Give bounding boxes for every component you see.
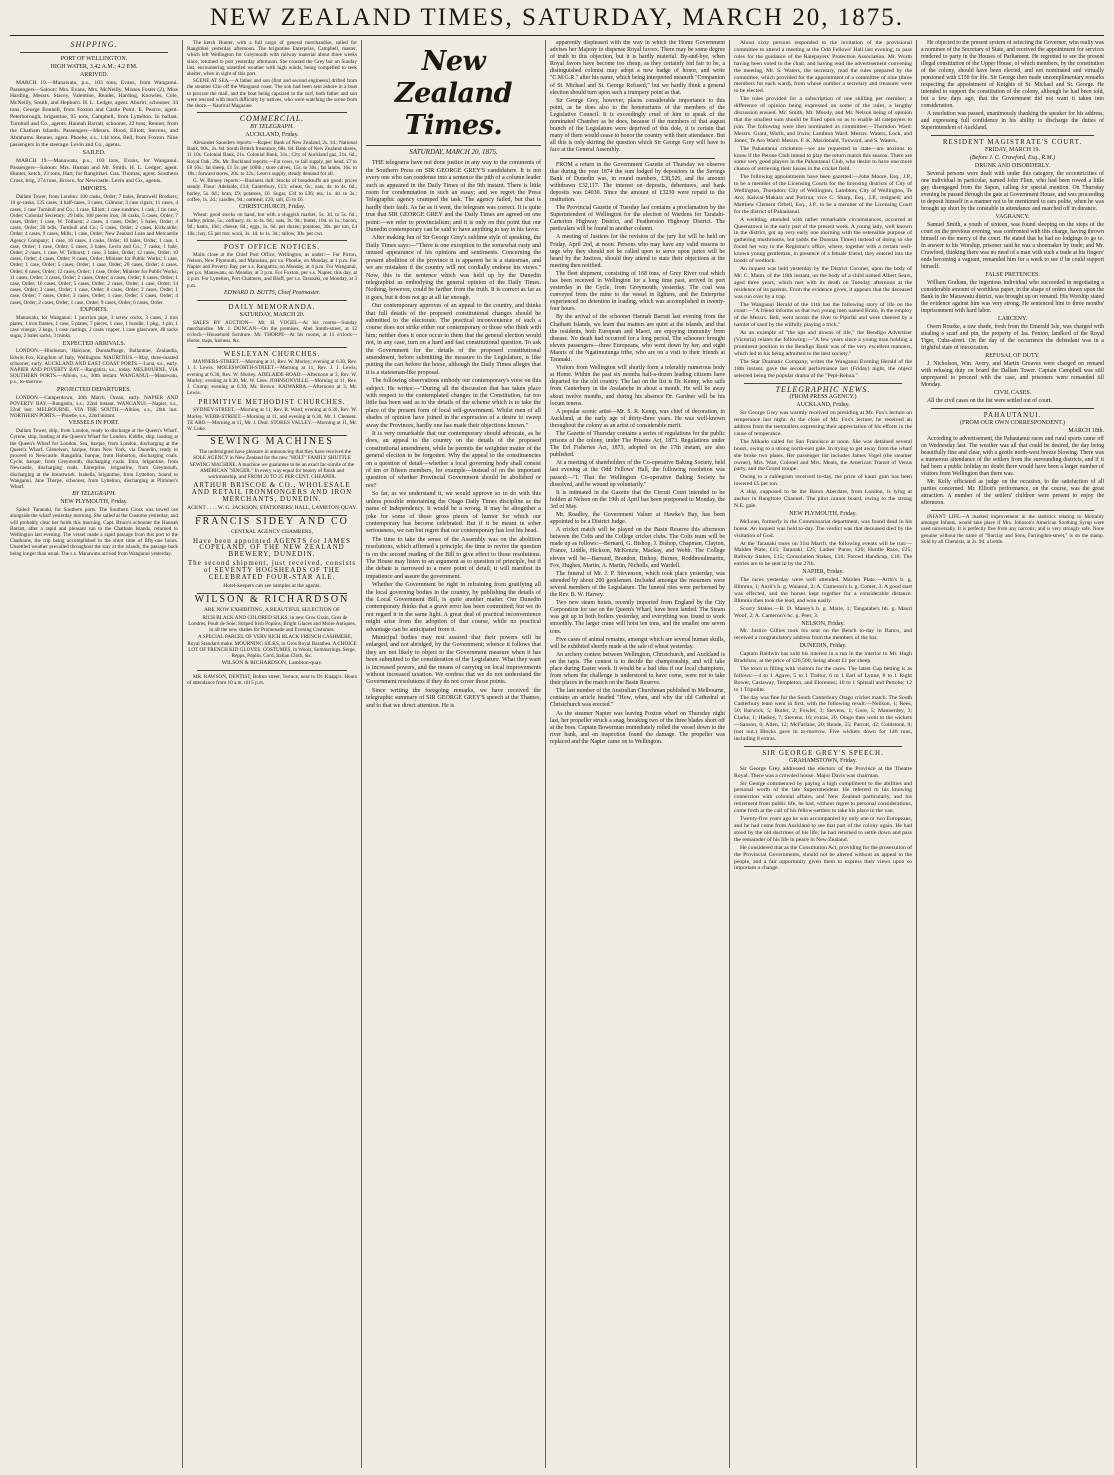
pahautanui-heading: PAHAUTANUI. — [983, 411, 1042, 419]
speech-paragraph: Sir George Grey addressed the electors of the Province at the Theatre Royal. There was a crowded house. Major Davis was chairman. — [734, 765, 912, 779]
telegram-paragraph: Owing to a cablegram received to-day, the price of kauri gum has been lowered £5 per ton. — [734, 474, 912, 488]
imports-heading: IMPORTS. — [80, 186, 108, 193]
court-paragraph: All the civil cases on the list were settled out of court. — [927, 398, 1052, 404]
telegram-paragraph: A ship, supposed to be the Baron Aberdare, from London, is lying at anchor in Rangitoto Channel. The pilot cannot board, owing to the strong N.E. gale. — [734, 489, 912, 509]
column-telegraphic — [734, 40, 912, 1468]
nelson-dateline: NELSON, Friday. — [801, 620, 845, 627]
court-paragraph: Samuel Smith, a youth of sixteen, was found sleeping on the steps of the court on the previous evening, was confronted with this charge, having thrown himself on the mercy of the court. He stated that he had no lodgings to go to. In answer to his Worship, prisoner said he was a shoemaker by trade; and Mr. Crawford, thinking there was no need of a man with such a trade at his fingers' ends becoming a vagrant, remanded him for a week to see if he could support himself. — [921, 222, 1104, 270]
shipping-heading: SHIPPING. — [70, 40, 118, 49]
news-paragraph: As an example of "the ups and downs of life," the Bendigo Advertiser (Victoria) relates the following:—"A few years since a young man holding a prominent position in the Bendigo Bank was of the very excellent manners, which led to his being admitted to the best society." — [734, 330, 912, 357]
ketch-paragraph: The ketch Hunter, with a full cargo of general merchandise, sailed for Rangitikei yesterday afternoon. The brigantine Enterprise, Campbell, master, which left Wellington for Greymouth with railway material about three weeks since, returned to port yesterday afternoon. She crossed the Grey bar on Sunday last, encountering unsettled weather with high winds, being compelled to seek shelter, when in sight of this port. — [187, 40, 357, 78]
court-subheading: CIVIL CASES. — [993, 390, 1032, 396]
divider — [20, 52, 168, 53]
speech-paragraph: Sir George commenced by paying a high compliment to the abilities and personal worth of the late Superintendent. He referred to his knowing connection with colonial affairs, and New Zealand particularly, and his retirement from public life, he had, without regret to personal considerations, come forth at the call of his fellow-settlers to take his place in the van. — [734, 780, 912, 815]
court-subheading: FALSE PRETENCES. — [985, 272, 1040, 278]
speech-paragraph: Twenty-five years ago he was accompanied by only one or two Europeans, and he had come from Auckland to see that part of the colony again. He had stood by the old doctrines of his life; he had returned to settle down and pass the remainder of his life in peace in New Zealand. — [734, 816, 912, 843]
sailed-text: MARCH 19.—Manawatu, p.s., 103 tons, Evans, for Wanganui. Passengers—Saloon: Mrs. Human and Mr. Smith. H. L. Ledger, agent. Hunter, ketch, 23 tons, Hart, for Rangitikei. Gas. Thomas, agent. Southern Cross, brig, 274 tons, Brown, for Newcastle. Levin and Co., agents. — [10, 157, 178, 185]
news-paragraph: The Wanganui Herald of the 11th has the following story of life on the coast:—"A friend informs us that two young men named Brain, in the employ of the Messrs. Bell, went across the river to Pipiriki and were cheered by a hamlet of sand by the wilfully playing a trick." — [734, 301, 912, 329]
news-paragraph: The Gazette of Thursday contains a series of regulations for the public prisons of the colony, under The Prisons Act, 1873. Regulations under The Eel Fisheries Act, 1873, adopted on the 17th instant, are also published. — [550, 430, 725, 459]
rawson-ad: MR. RAWSON, DENTIST, Bolton street, Terrace, next to Dr. Knapp's. Hours of attendance from 10 a.m. till 5 p.m. — [187, 674, 357, 687]
francis-text: Have been appointed AGENTS for JAMES COPELAND, OF THE NEW ZEALAND BREWERY, DUNEDIN. — [193, 536, 351, 559]
leader-paragraph: THE telegrams have not done justice in any way to the comments of the Southern Press on SIR GEORGE GREY'S candidature. It is not every one who can condense into a sentence the pith of a column leader such as appeared in the Daily Times of the 9th instant. There is little room for condemnation in such an essay; and we regret the Press Telegraphic agency cramped the task. The agency failed, but that is hardly their fault. As far as it went, the telegram was correct. It is quite true that SIR GEORGE GREY and the Daily Times are agreed on one point:—we refer to provincialism; and it is only on this point that our Dunedin contemporary can be said to have anything to say in his favor. — [366, 160, 541, 234]
news-paragraph: The Star Dramatic Company, writes the Wanganui Evening Herald of the 18th instant, gave the second performance last (Friday) night, the object selected being the popular drama of the "Pepi-Rehua." — [734, 358, 912, 379]
primitive-text: SYDNEY-STREET.—Morning at 11, Rev. R. Ward; evening at 6.30, Rev. W. Morley. WEBB-STREET.—Morning at 11, and evening at 6.30, Mr. J. Clement. TE ARO.—Morning at 11, Mr. J. Deal. STOKES VALLEY.—Morning at 11, Mr. W. Luke. — [187, 407, 357, 432]
column-court — [921, 40, 1104, 1468]
divider — [197, 240, 347, 241]
leader-paragraph: It is very remarkable that our contemporary should advocate, as he does, an appeal to the country on the details of the proposed constitutional amendment, while he permits the weightier matter of the general election to be forgotten. Why the appeal to the constituencies on a question of detail—whether a local governing body shall consist of ten or fifteen members, for example—instead of on the important question of whether Provincial Government should be abolished or not? — [366, 431, 541, 489]
news-paragraph: The following appointments have been gazetted:—John Moore, Esq., J.P., to be a member of the Licensing Courts for the licensing districts of City of Wellington, Thorndon; City of Wellington, Lambton; City of Wellington, Te Aro; Kaiwai-Makara and Porirua; vice C. Sharp, Esq., J.P., resigned; and Matthew Clement Orbell, Esq., J.P., to be a member of the Licensing Court for the district of Pahautanui. — [734, 174, 912, 215]
news-paragraph: A meeting of Justices for the revision of the jury list will be held on Friday, April 2nd, at noon. Persons who may have any valid reasons to urge why they should not be called upon to serve upon juries will be heard by the Justices, should they attend to state their objections at the meeting then notified. — [550, 234, 725, 269]
speech-paragraph: He objected to the present system of selecting the Governor, who really was a nominee of the Secretary of State, and received the appointment for services rendered to party in the Houses of Parliament. He regretted to see the present illegal constitution of the Upper House, of which members, by the constitution of the colony, should have been elected, and not nominated and virtually pensioned with £150 for life. Sir George then made uncomplimentary remarks respecting the appointment of Knights of St. Michael and St. George. He intended to support the constitution of the colony, although he had been told, but a few days ago, that the Government did not want it taken into consideration. — [921, 40, 1104, 109]
leader-paragraph: The time to take the sense of the Assembly was on the abolition resolutions, which affirmed a principle; the time to revive the question is on the second reading of the Bill to give effect to those resolutions. The House may listen to an argument as to question of principle, but if the debate is narrowed to a mere point of detail, it will manifest its impatience and assure the government. — [366, 536, 541, 580]
scene-at-sea-paragraph: SCENE AT SEA.—A father and son (first and second engineers) drifted from the steamer Clio off the Wanganui coast. The son had been sent ashore in a boat to procure the mail, and the boat being capsized in the surf, both father and son were rescued with much difficulty by natives, who were watching the scene from the shore.—Nautical Magazine. — [187, 78, 357, 110]
high-water: HIGH WATER, 3.42 A.M.; 4.2 P.M. — [50, 63, 138, 70]
leader-paragraph: Since writing the foregoing remarks, we have received the telegraphic summary of SIR GEORGE GREY'S speech at the Thames, and to that we direct attention. He is — [366, 687, 541, 709]
projected-text: LONDON.—Camperdown, 30th March. Ocean, early. NAPIER AND POVERTY BAY.—Rangatira, s.s., 22nd instant. WANGANUI.—Napier, s.s., 22nd inst. MELBOURNE, VIA THE SOUTH.—Albion, s.s., 26th inst. NORTHERN PORTS.—Phoebe, s.s., 22nd instant. — [10, 394, 178, 420]
divider — [931, 510, 1094, 511]
column-leader — [366, 40, 541, 1468]
speech-paragraph: He considered that as the Constitution Act, providing for the prosecution of the Provincial Governments, should not be altered without an appeal to the people, and a fair opportunity given them to express their views upon so important a change. — [734, 844, 912, 872]
court-paragraph: J. Nicholson, Wm. Avery, and Martin Greaves were charged on remand with refusing duty on board the Dallam Tower. Captain Campbell was still unprepared to proceed with the case, and prisoners were remanded till Monday. — [921, 361, 1104, 388]
telegraph-heading: BY TELEGRAPH. — [72, 491, 116, 498]
column-rule — [361, 40, 362, 1468]
arrived-text: MARCH 19.—Manawatu, p.s., 103 tons, Evans, from Wanganui. Passengers—Saloon: Mrs. Evans, Mrs. McNeilly, Misses Foster (2), Miss Harding, Messrs. Stacey, Valentine, Reader, Harding, Knowles, Cole, McNeilly, Smith, and Hepburn. H. L. Ledger, agent. Ahuriri, schooner, 34 tons, George Bonnell, from Foxton and Castle Point. E. Pearce, agent. Peterborough, brigantine, 95 tons, Campbell, from Lyttelton. In ballast. Turnbull and Co., agents. Hannah Barratt, schooner, 22 tons, Renner, from the Chatham Islands. Passengers—Messrs. Hood, Elliott, Stevens, and Abrahams. Renner, agent. Phoebe, s.s., 144 tons, Bell, from Foxton. Nine passengers in the steerage. Levin and Co., agents. — [10, 79, 178, 148]
telegram-paragraph: The day was fine for the South Canterbury Otago cricket match. The South Canterbury team went in first, with the following result:—Neilson, 1; Rees, 50; Barwick, 5; Butler, 2; Fowler, 3; Stevens, 1; Gore, 5; Mannerdey, 3; Clarke, 1; Haskey, 7; Stevens, 16; extras, 20. Otago then went to the wickets—Sanson, 6; Allen, 12; McFarlane, 20; Reade, 55; Parrott, 42; Coldstone, 0; (not out.) Blocks gave in to-morrow. Five wickets down for 146 runs, including 8 extras. — [734, 694, 912, 742]
divider — [744, 383, 902, 384]
telegram-paragraph: The races yesterday were well attended. Maiden Plate.—Arthi's b. g. Illimma, 1; Aurii's b. g. Waianui, 2; A. Cameron's b. g. Comet, 3. A good start was effected, and the horses kept together for a considerable distance. Illimma then took the lead, and won easily. — [734, 577, 912, 604]
columns — [10, 40, 1104, 1468]
pahautanui-sub: (FROM OUR OWN CORRESPONDENT.) — [960, 420, 1065, 426]
francis-text-3: Hotel-keepers can see samples at the agents. — [223, 583, 321, 589]
news-paragraph: Sir George Grey, however, places considerable importance to this point, as he does also to the honorariums of the members of the Legislative Council. It is exceedingly cruel of him to speak of the nominated Chamber as he does, because if the members of that august branch of the Legislature were deprived of this dole, it is certain that many of them would cease to honor the country with their attendance. But all this is only skirting the question which Sir George Grey will have to face at the General Assembly. — [550, 97, 725, 154]
leader-paragraph: The following observations embody our contemporary's view on this subject. He writes:—"During all the discussion that has taken place with respect to the contemplated changes in the Constitution, far too little has been said as to the details of the scheme which is to take the place of the present form of local self-government. Whilst men of all shades of opinion have joined in the expression of a desire to sweep away the Provinces, hardly one has made their objections known." — [366, 378, 541, 429]
wesleyan-heading: WESLEYAN CHURCHES. — [223, 350, 321, 359]
wesleyan-text: MANNERS-STREET.—Morning at 11, Rev. W. Morley; evening at 6.30, Rev. J. J. Lewis. MOLESWORTH-STREET.—Morning at 11, Rev. J. J. Lewis; evening at 6.30, Rev. W. Morley. ADELAIDE-ROAD.—Afternoon at 3, Rev. W. Morley; evening at 6.30, Mr. W. Lees. JOHNSONVILLE.—Morning at 11, Rev. J. Crump; evening at 6.30, Mr. Brown. KAIWARRA.—Afternoon at 3, Mr. Lewis. — [187, 359, 357, 397]
leader-paragraph: So far, as we understand it, we would approve so to do with this unless possible entertaining the Otago Daily Times discipline as the name of Independency. It would be a wrong. It may be altogether a joke for some of those gross pieces of humor for which our contemporary has become celebrated. But if it be meant in sober seriousness, we can but regret that our contemporary has lost his head. — [366, 491, 541, 535]
imports-text: Dallam Tower, from London: 100 casks, Order; 7 bales, Bramwell Brothers; 10 qr-casks, 125 cases, 4 half-cases, 3 cases, Gilmour, 3 case cigars; 11 cases, 4 cases, 1 case Turnbull and Co.; 1 case, Elliott; 1 case sundries, 1 cask, 1 tin case, Order; Colonial Secretary; 29 bdls, 100 pieces iron, 30 casks, 5 cases, Order; 7 cases, Order; 1 case, W. Tolhurst; 2 cases, 4 cases, Order; 5 bales, Order; 4 cases, Order; 20 bdls, Turnbull and Co.; 5 cases, Order; 2 cases, Kirkcaldie; Order; 4 cases, 9 cases, Mills; 1 case, Order; New Zealand Loan and Mercantile Agency Company; 1 case, 16 cases, 4 casks, Order; 10 bales, Order; 1 case, 1 case, Order; 1 case, Order; 5 cases, 3 bales, Levin and Co.; 7 casks, 1 bale, Order; 2 cases, 1 case, W. Tolhurst; 1 case, 3 bales, Order; 12 cases, Order; 10 cases, Order; 4 cases, Order; 8 cases, Order; Minister for Public Works; 1 case, Order; 1 case, Order; 5 cases, Order; 1 case, Order; 20 cases, Order; 4 cases, Order; 8 cases, Order; 12 cases, Order; 1 case, Order; Minister for Public Works; 11 cases, Order; 3 cases, Order; 2 cases, Order; 4 cases, Order; 6 cases, Order; 1 case, Order; 10 cases, Order; 5 cases, Order; 2 cases, Order; 1 case, Order; 14 cases, Order; 3 cases, Order; 1 case, Order; 8 cases, Order; 2 cases, Order; 1 case, Order; 7 cases, Order; 3 cases, Order; 1 case, Order; 5 cases, Order; 4 cases, Order; 2 cases, Order; 1 case, Order; 9 cases, Order; 6 cases, Order. — [10, 194, 178, 306]
telegraph-place: NEW PLYMOUTH, Friday. — [60, 499, 128, 506]
telegram-paragraph: The town is filling with visitors for the races. The latest Cup betting is as follows:—4 to 1 Agave, 5 to 1 Traitor, 6 to 1 Earl of Lynne, 8 to 1 Right Bower, Castaway, Templeton, and Elorentes; 10 to 1 Spitsall and Pertobe; 12 to 1 Tripolite. — [734, 665, 912, 693]
court-subheading: LARCENY. — [997, 316, 1028, 322]
post-office-signature: EDWARD D. BUTTS, Chief Postmaster. — [223, 289, 321, 296]
leader-paragraph: Our contemporary approves of an appeal to the country, and thinks that full details of the proposed constitutional changes should be submitted to the electorate. The practical inconvenience of such a course does not strike either our contemporary or those who think with him; neither does it once occur to them that the general election would not, in any case, turn on a hard and fast constitutional question. To ask the Government for the details of the proposed constitutional amendment, before submitting the measure to the Legislature, is like putting the cart before the horse, although the Daily Times alleges that it is a statesman-like proposal. — [366, 303, 541, 376]
column-local-news — [550, 40, 725, 1468]
arrived-heading: ARRIVED. — [79, 71, 109, 78]
exports-heading: EXPORTS. — [80, 306, 108, 313]
column-rule — [182, 40, 183, 1468]
court-subheading: REFUSAL OF DUTY. — [985, 353, 1040, 359]
court-date: FRIDAY, MARCH 19. — [984, 147, 1041, 153]
court-subheading: VAGRANCY. — [995, 214, 1030, 220]
court-paragraph: Owen Rourke, a raw shade, fresh from the Emerald Isle, was charged with stealing a scarf and pin, the property of Jas. Fenton, landlord of the Royal Tiger, Cuba-street. On the day of the occurrence the defendant was in a frightful state of intoxication. — [921, 324, 1104, 351]
auckland-report: Alexander Saunders reports:—Rupee: Bank of New Zealand, 2s. 1d.; National Bank, 60s., 2s. 6d. South British Insurance, 68s. 6d. Bank of New Zealand shares, 11 10s. Colonial Bank, 21s. Colonial Bank, 31s.; City of Auckland gas, 21s. 6d.; Royal Oak, 29s. Mr. Buckland reports:—Fat cows, to fall supply, per head, £7 to £8 10s.; fat sheep, £1 5s. per 100lb.; store calves, 15s. to 30s.; fat lambs, 16s. to 18s.; forward stores, 20s. to 32s.; Leon's supply, steady demand for all. — [187, 139, 357, 177]
commercial-heading: COMMERCIAL. — [239, 114, 305, 124]
news-paragraph: A wedding, attended with rather remarkable circumstances, occurred at Queenstown in the early part of the present week. A young lady, well known in the district, got up very early one morning with the ostensible purpose of gathering mushrooms, but (adds the Dunstan Times) instead of doing so she found her way to the Registrar's office, where, together with a certain well-known young gentleman, in presence of a female friend, they entered into the bonds of wedlock. — [734, 216, 912, 265]
telegraph-text: Sailed: Taranaki, for Southern ports. The Southern Cross was towed out alongside the wharf yesterday morning. She sailed at the Customs yesterday, and will probably clear her holds this morning. Capt. Bruce's schooner the Hannah Barratt, after a rapid and pleasant run to the Chatham Islands, returned to Wellington last evening. The vessel made a rapid passage from this port to the Chathams, the trip being accomplished in the short time of fifty-one hours. Unsettled weather prevailed throughout the stay at the islands, the passage back being longer than usual. The s.s. Manawatu arrived from Wanganui yesterday. — [10, 507, 178, 557]
wilson-heading: WILSON & RICHARDSON — [194, 593, 350, 605]
post-office-heading: POST OFFICE NOTICES. — [224, 242, 320, 251]
pahautanui-paragraph: According to advertisement, the Pahautanui races and rural sports came off on Wednesday last. The weather was all that could be desired, the day being beautifully fine and clear, with a gentle north-west breeze blowing. There was a numerous attendance of the settlers from the surrounding districts, and if it had been a public holiday no doubt there would have been a larger number of visitors from Wellington than there was. — [921, 436, 1104, 477]
projected-heading: PROJECTED DEPARTURES. — [56, 386, 132, 393]
news-paragraph: A popular scenic artist—Mr. S. R. Kemp, was chief of decoration, in Auckland, at the early age of thirty-three years. He was well-known throughout the colony as an artist of considerable merit. — [550, 408, 725, 429]
auckland-dateline: AUCKLAND, Friday. — [796, 402, 850, 409]
newspaper-title: New Zealand Times. — [394, 46, 513, 141]
francis-heading: FRANCIS SIDEY AND CO — [195, 515, 349, 527]
christchurch-report: Wheat: good stocks on hand, but with a sluggish market, 5s. 3d. to 5s. 6d.; barley, prime, 5s.; ordinary, 4s. to 4s. 6d.; oats, 3s. 9d.; butter, 10d. to 1s.; bacon, 9d.; hams, 10d.; cheese, 8d.; eggs, 1s. 6d. per dozen; potatoes, 30s. per ton, £4 10s.; hay, £5 per ton; wool, 3s. 1d. to 1s. 3d.; tallow, 30s. per cwt. — [187, 211, 357, 237]
memoranda-text: SALES BY AUCTION— Mr. H. VOGEL—At his rooms—Sunday merchandise. Mr. J. DUNCAN—On the premises, Abel Smith-street, at 12 o'clock—Household furniture. Mr. THORPE—At his rooms, at 11 o'clock—Horse, traps, harness, &c. — [187, 319, 357, 345]
news-paragraph: An archery contest between Wellington, Christchurch, and Auckland is on the tapis. The contest is to decide the championship, and will take place during Easter week. It would be a bad idea if our local champions, from whom the challenge is understood to have come, were not to take their places in the match on the Basin Reserve. — [550, 651, 725, 687]
news-paragraph: An inquest was held yesterday by the District Coroner, upon the body of Mr. C. Mann, of the 18th instant, on the body of a child named Albert Sears, aged three years, which met with its death on Tuesday afternoon at the residence of its parents. From the evidence given, it appears that the deceased was run over by a trap. — [734, 266, 912, 300]
news-paragraph: By the arrival of the schooner Hannah Barratt last evening from the Chatham Islands, we learn that matters are quiet at the islands, and that the residents, both European and Maori, are enjoying immunity from disease. No death had occurred for a long period. The schooner brought eleven passengers—three Europeans, who went down by her, and eight Maoris of the Ngatimutunga tribe, who are on a visit to their friends at Taranaki. — [550, 314, 725, 364]
new-plymouth-dateline: NEW PLYMOUTH, Friday. — [789, 510, 857, 517]
telegraphic-heading: TELEGRAPHIC NEWS. — [775, 384, 871, 394]
dunedin-dateline: DUNEDIN, Friday. — [799, 643, 847, 650]
divider — [197, 300, 347, 301]
christchurch-dateline: CHRISTCHURCH, Friday. — [238, 203, 306, 210]
telegraphic-sub: (FROM PRESS AGENCY.) — [789, 394, 857, 401]
column-rule — [916, 40, 917, 1468]
news-paragraph: The fleet shipment, consisting of 168 tons, of Grey River coal which has been received in Wellington for a long time past, arrived in port yesterday in the Cycle, from Greymouth, yesterday. The coal was conveyed from the mine to the vessel in lighters, and the Enterprise experienced no detention in loading, which was accomplished in twenty-four hours. — [550, 270, 725, 313]
telegram-paragraph: Scurry Stakes.—B. D. Maney's b. g. Marie, 1; Tangatahe's bh. g. Maori Woof, 2; A. Cameron's bc. g. Peer, 3. — [734, 605, 912, 619]
leader-paragraph: Municipal bodies may rest assured that their powers will be enlarged, and not abridged, by the Government; whence it follows that they are not likely to object to the Government measure when it has been submitted to the consideration of the Legislature. What they want is increased powers, and the means of carrying on local improvements without increased taxation. We confess that we do not understand the Government resolutions if they do not cover those points. — [366, 635, 541, 686]
memoranda-heading: DAILY MEMORANDA. — [228, 302, 316, 311]
port-heading: PORT OF WELLINGTON. — [60, 55, 128, 62]
francis-sub: CENTRAL AGENCY CHAMBERS, — [231, 528, 313, 535]
divider — [931, 135, 1094, 136]
news-paragraph: The rules provided for a subscription of one shilling per member; a difference of opinion being expressed on some of the rules, a lengthy discussion ensued. Mr. Smith, Mr. Moody, and Mr. Nelson being of opinion that the smallest sum should be fixed upon so as to enable all ratepayers to join. The following were then nominated as committee:—Thorndon Ward: Messrs. Grant, Worth, and Irwin; Lambton Ward: Messrs. Waters, Lock, and Jones; Te Aro Ward: Messrs. F. K. Macdonald, Toxward, and S. Waters. — [734, 96, 912, 144]
news-paragraph: About sixty persons responded to the invitation of the provisional committee to attend a meeting at the Odd Fellows' Hall last evening, to pass rules for the guidance of the Ratepayers' Protection Association. Mr. Worth having been voted to the chair, and having read the advertisement convening the meeting, Mr. S. Waters, the secretary, read the rules prepared by the committee, which provided for the appointment of a committee of nine (three members for each ward), from whose number a secretary and treasurer were to be elected. — [734, 40, 912, 95]
masthead: NEW ZEALAND TIMES, SATURDAY, MARCH 20, 1875. — [209, 4, 905, 31]
divider — [560, 158, 715, 159]
news-paragraph: apparently displeased with the way in which the Home Government advises her Majesty to dispense Royal favors. There may be some degree of truth in this objection, but it is hardly material. By-and-bye, when Royal favors have become too cheap, as they certainly bid fair to be, a distinguished colonist may adopt a new badge of honor, and write "C.M.G.R." after his name, which being interpreted meaneth "Companion of St. Michael and St. George Refused;" but we hardly think a general election should turn upon such a trumpery point as that. — [550, 40, 725, 96]
court-heading: RESIDENT MAGISTRATE'S COURT. — [942, 138, 1083, 146]
court-paragraph: Several persons were dealt with under this category, the eccentricities of one individual in particular, named John Flinn, who had been rowed a little gay disengaged from the Sapon, calling for special mention. On Thursday evening he passed through the gate at Government House, and was proceeding to deposit himself in a manner not to be mentioned to ears polite, when he was brought up short by the constable in attendance and marched off in durance. — [921, 171, 1104, 212]
divider — [197, 670, 347, 671]
pahautanui-paragraph: Mr. Kelly officiated as judge on the occasion, to the satisfaction of all parties concerned. Mr. Elliott's performance, on the course, was the great attraction. A number of the settlers' children were present to enjoy the afternoon. — [921, 479, 1104, 506]
divider — [197, 347, 347, 348]
divider — [931, 408, 1094, 409]
infant-life-ad: INFANT LIFE.—A marked improvement in the statistics relating to Mortality amongst Infants, would take place if Mrs. Johnson's American Soothing Syrup were used universally. It is perfectly free from any narcotic, and is very strongly safe. None genuine without the name of "Barclay and Sons, Farringdon-street," is on the stamp. Sold by all Chemists, at 2s. 9d. a bottle. — [921, 514, 1104, 545]
auckland-dateline: AUCKLAND, Friday. — [245, 132, 299, 139]
exports-text: Manawatu, for Wanganui: 1 junction pipe, 3 screw cocks, 3 cases, 2 iron plates, 1 iron frames, 1 case, 5 plates, 7 pieces, 1 case, 1 bundle, 1 pkg., 1 pin, 1 case vinegar, 2 kegs, 1 case castings, 2 cases copper, 1 case glassware, 40 sacks sugar, 2 bales sacks, 3 trunks. — [10, 314, 178, 340]
wilson-signature: WILSON & RICHARDSON, Lambton-quay. — [221, 660, 323, 667]
francis-text-2: The second shipment, just received, consists of SEVENTY HOGSHEADS OF THE CELEBRATED FOUR-STAR ALE. — [187, 559, 357, 582]
news-paragraph: FROM a return in the Government Gazette of Thursday we observe that during the year 1874 the sum lodged by depositors in the Savings Bank of Dunedin was, in round numbers, £38,526, and the amount withdrawn £32,117. The interest on deposits, debentures, and bank deposits was £4030. Since the amount of £3230 were repaid to the institution. — [550, 161, 725, 203]
news-paragraph: Five cases of animal remains, amongst which are several human skulls, will be exhibited shortly made at the sale of wheat yesterday. — [550, 636, 725, 650]
in-port-text: Dallam Tower, ship, from London, ready to discharge at the Queen's Wharf. Cyrene, ship, loading at the Queen's Wharf for London. Kiddle, ship, loading at the Queen's Wharf for London. Sea, barque, from London, discharging at the Queen's Wharf. Glenelvon, barque, from New York, via Dunedin, ready to proceed to Newcastle. Rangatira, barque, from Hobarton, discharging coals. Cycle, barque, from Greymouth, discharging coals. Emu, brigantine, from Newcastle, discharging coals. Enterprise, brigantine, from Greymouth, discharging at the breastwork. Isabella, brigantine, from Lyttelton, bound to Wanganui. Jane Thorpe, schooner, from Lyttelton, discharging at Plimmer's Wharf. — [10, 428, 178, 491]
memoranda-date: SATURDAY, MARCH 20. — [239, 311, 305, 318]
wilson-text-2: A SPECIAL PARCEL OF VERY RICH BLACK FRENCH CASHMERE, Royal Standard make. MOURNING SILKS, in Gros Royal Barathea. A CHOICE LOT OF FRENCH KID GLOVES. COSTUMES, in Wools, Summerings, Serge, Repps, Poplin, Cord, Italian Cloth, &c. — [187, 634, 357, 659]
news-paragraph: Two new steam hoists, recently imported from England by the City Corporation for use on the Queen's Wharf, have been landed. The Steam was got up in both boilers yesterday, and everything was found to work smoothly. The larger crane will hoist ten tons, and the smaller one seven tons. — [550, 600, 725, 635]
speech-heading: SIR GEORGE GREY'S SPEECH. — [762, 748, 884, 757]
grahamstown-dateline: GRAHAMSTOWN, Friday. — [789, 757, 857, 764]
column-commercial — [187, 40, 357, 1468]
column-rule — [545, 40, 546, 1468]
column-shipping — [10, 40, 178, 1468]
telegram-paragraph: Sir George Grey was warmly received on presiding at Mr. Fox's lecture on temperance last night. At the close of Mr. Fox's lecture, he received an address from the teetotallers expressing their appreciation of his efforts in the cause of temperance. — [734, 410, 912, 437]
telegram-paragraph: McLean, formerly in the Commissariat department, was found dead in his house. An inquest was held to-day. The verdict was that deceased died by the visitation of God. — [734, 518, 912, 539]
wilson-richardson-ad — [187, 593, 357, 667]
leader-paragraph: Whether the Government be right in refraining from gratifying all the local governing bodies in the country, by publishing the details of the Local Government Bill, is quite another matter. Our Dunedin contemporary thinks that a grave error has been committed; but we do not regard it in the same light. A great deal of practical inconvenience might arise from the adoption of that course, while no practical advantage can be anticipated from it. — [366, 582, 541, 633]
telegram-paragraph: Captain Baldwin has sold his interest in a run in the interior to Mr. Hugh Bradshaw, at the price of £26,500, being about £1 per sheep. — [734, 651, 912, 665]
news-paragraph: It is intimated in the Gazette that the Circuit Court intended to be holden at Nelson on the 19th of April has been postponed to Monday, the 3rd of May. — [550, 489, 725, 510]
news-paragraph: Visitors from Wellington will shortly form a tolerably numerous body at Home. Within the past six months half-a-dozen leading citizens have departed for the old country. The last on the list is Dr. Kenny, who sails from Canterbury in the Avalanche in about a month. He will be away about twelve months, and during his absence Dr. Gardner will be his locum tenens. — [550, 365, 725, 407]
news-paragraph: The Provincial Gazette of Tuesday last contains a proclamation by the Superintendent of Wellington for the election of Wardens for Taratahi-Carterton Highway District, and Featherston Highway District. The particulars will be found in another column. — [550, 205, 725, 233]
sailed-heading: SAILED. — [82, 149, 106, 156]
divider — [366, 145, 541, 146]
speech-paragraph: A resolution was passed, unanimously thanking the speaker for his address, and expressing full confidence in his ability to discharge the duties of Superintendent of Auckland. — [921, 111, 1104, 131]
francis-sidey-ad — [187, 515, 357, 590]
telegram-paragraph: The Mikado sailed for San Francisco at noon. She was detained several hours, owing to a strong north-east gale. In trying to get away from the wharf she broke two plates. Her passenger list includes James Vogel (the steamer owner), Mrs. Watt, Colonel and Mrs. Meals, the American Transit of Venus party, and the Grand troupe. — [734, 438, 912, 473]
court-before: (Before J. C. Crawford, Esq., R.M.) — [969, 155, 1056, 161]
primitive-heading: PRIMITIVE METHODIST CHURCHES. — [198, 398, 346, 407]
news-paragraph: The Pahautanui cricketers—we are requested to state—are anxious to know if the Petone Club intend to play the return match this season. There are some very good players in the Pahautanui Club, who desire to have one more chance of retrieving their losses in the cricket field. — [734, 145, 912, 173]
expected-text: LONDON.—Hindostan, Halcione, Dunstaffnage, Ballantrae, Zealandia, Edwin Fox, Kingdom of Italy, Wellington. MAURITIUS.—May, three-masted schooner, early. AUCKLAND AND EAST COAST PORTS.—Luna, s.s., early. NAPIER AND POVERTY BAY.—Rangatira, s.s., today. MELBOURNE, VIA SOUTHERN PORTS.—Albion, s.s., 30th instant. WANGANUI.—Manawatu, p.s., to-morrow. — [10, 348, 178, 386]
court-paragraph: William Graham, the ingenious individual who succeeded in negotiating a considerable amount of worthless paper, in the shape of orders drawn upon the Bank in the Manawatu district, was brought up on remand. His Worship stated the evidence against him was very strong. He sentenced him to three months' imprisonment with hard labor. — [921, 280, 1104, 314]
pahautanui-date: MARCH 18th. — [1068, 428, 1104, 434]
leader-paragraph: After making fun of Sir George Grey's sublime style of speaking, the Daily Times says:—"There is one exception to the somewhat rusty and unused appearance of his opinions and sentiments. Concerning the present abolition of the province it is apparent he is a statesman, and we are mistaken if the country will not cordially endorse his views." Now, this is the sentence which was held up by the Dunedin telegraphist as embodying the general opinion of the Daily Times. Nothing, however, could be farther from the truth. It is correct as far as it goes, but it does not go at all far enough. — [366, 235, 541, 301]
divider — [744, 746, 902, 747]
auckland-report-2: G. W. Binney reports:—Business dull. Stocks of breadstuffs are good; prices steady. Flour: Adelaide, £14; Canterbury, £13; wheat, 6s.; oats, 4s. to 4s. 6d.; barley, 5s. 6d.; bran, £9; potatoes, £6. Sugar, £34 to £36; tea, 1s. 4d. to 2s.; coffee, 1s. 2d.; candles, 9d.; oatmeal, £20; salt, £5 to £6. — [187, 178, 357, 203]
wilson-text: RICH BLACK AND COLORED SILKS, in new Gros Grain, Gros de Londres, Poult de Soie, Striped Irish Poplins, Bright Glaces and Moire Antiques, in all the new shades for Promenade and Evening Costumes. — [188, 614, 356, 634]
wilson-sub: ARE NOW EXHIBITING, A BEAUTIFUL SELECTION OF — [203, 606, 341, 613]
sewing-text: The undersigned have pleasure in announcing that they have received the SOLE AGENCY in New Zealand for the new "HOLT" FAMILY SHUTTLE SEWING MACHINE. A machine we guarantee to be an exact fac-simile of the AMERICAN "SINGER." In every way equal for beauty of finish and workmanship, and FROM 20 TO 25 PER CENT. CHEAPER. — [189, 449, 355, 480]
briscoe-text: ARTHUR BRISCOE & CO., WHOLESALE AND RETAIL IRONMONGERS AND IRON MERCHANTS, DUNEDIN. — [191, 481, 353, 503]
news-paragraph: The funeral of Mr. J. P. Stevenson, which took place yesterday, was attended by about 200 gentlemen. Included amongst the mourners were several members of the Legislature. The funeral rites were performed by the Rev. B. W. Harvey. — [550, 570, 725, 599]
telegram-paragraph: Mr. Justice Gillies took his seat on the Bench to-day in Banco, and received a congratulatory address from the members of the bar. — [734, 628, 912, 642]
news-paragraph: Mr. Roadley, the Government Valuer at Hawke's Bay, has been appointed to be a District Judge. — [550, 512, 725, 526]
divider — [197, 112, 347, 113]
telegram-paragraph: At the Taranaki races on 31st March, the following events will be run:—Maiden Plate, £15; Taranaki, £25; Ladies' Purse, £20; Hurdle Race, £25; Railway Stakes, £15; Consolation Stakes, £10; Forced Handicap, £10. The entries are to be sent in by the 27th. — [734, 540, 912, 568]
news-paragraph: As the steamer Napier was leaving Foxton wharf on Thursday night last, her propeller struck a snag, breaking two of the three blades short off at the boss. Captain Bowerman immediately rolled the vessel down to the river bank, and on inspection found the damage. The propeller was replaced and the Napier came on to Wellington. — [550, 710, 725, 745]
agent-text: AGENT . . . . W. G. JACKSON, STATIONERS' HALL, LAMBTON-QUAY. — [187, 504, 357, 511]
post-office-text: Mails close at the Chief Post Office, Wellington, as under:— For Picton, Nelson, New Plymouth, and Manukau, per s.s. Phoebe, on Monday, at 1 p.m. For Napier and Poverty Bay, per s.s. Rangatira, on Monday, at 4 p.m. For Wanganui, per p.s. Manawatu, on Monday, at 3 p.m. For Foxton, per s.s. Napier, this day, at 3 p.m. For Lyttelton, Port Chalmers, and Bluff, per s.s. Taranaki, on Monday, at 3 p.m. — [187, 251, 357, 289]
news-paragraph: The last number of the Australian Churchman published in Melbourne, contains an article headed "How, when, and why the old Cathedral at Christchurch was erected." — [550, 688, 725, 709]
court-subheading: DRUNK AND DISORDERLY. — [974, 163, 1051, 169]
news-paragraph: At a meeting of shareholders of the Co-operative Baking Society, held last evening at the Odd Fellows' Hall, the following resolution was passed:—"I. That the Wellington Co-operative Baking Society be dissolved, and be wound up voluntarily." — [550, 460, 725, 488]
napier-dateline: NAPIER, Friday. — [802, 569, 844, 576]
masthead-rule — [10, 35, 1104, 36]
leader-date: SATURDAY, MARCH 20, 1875. — [409, 148, 498, 156]
in-port-heading: VESSELS IN PORT. — [68, 420, 120, 427]
column-rule — [729, 40, 730, 1468]
commercial-subheading: BY TELEGRAPH. — [250, 124, 294, 131]
news-paragraph: A cricket match will be played on the Basin Reserve this afternoon between the Colts and the College cricket clubs. The Colts team will be made up as follows:—Bernard, G. Bishop, J. Bishop, Chapman, Clayton, France, Liddle, Hickson, McKenzie, Mackay, and Webb. The College eleven will be—Barraud, Brandon, Bishop, Burnes, Roddinoulimaritu, Fox, Hughes, Martin, A. Martin, Nicholls, and Wardell. — [550, 527, 725, 569]
sewing-machine-ad — [187, 436, 357, 512]
sewing-heading: SEWING MACHINES — [210, 436, 334, 448]
expected-heading: EXPECTED ARRIVALS. — [62, 340, 126, 347]
